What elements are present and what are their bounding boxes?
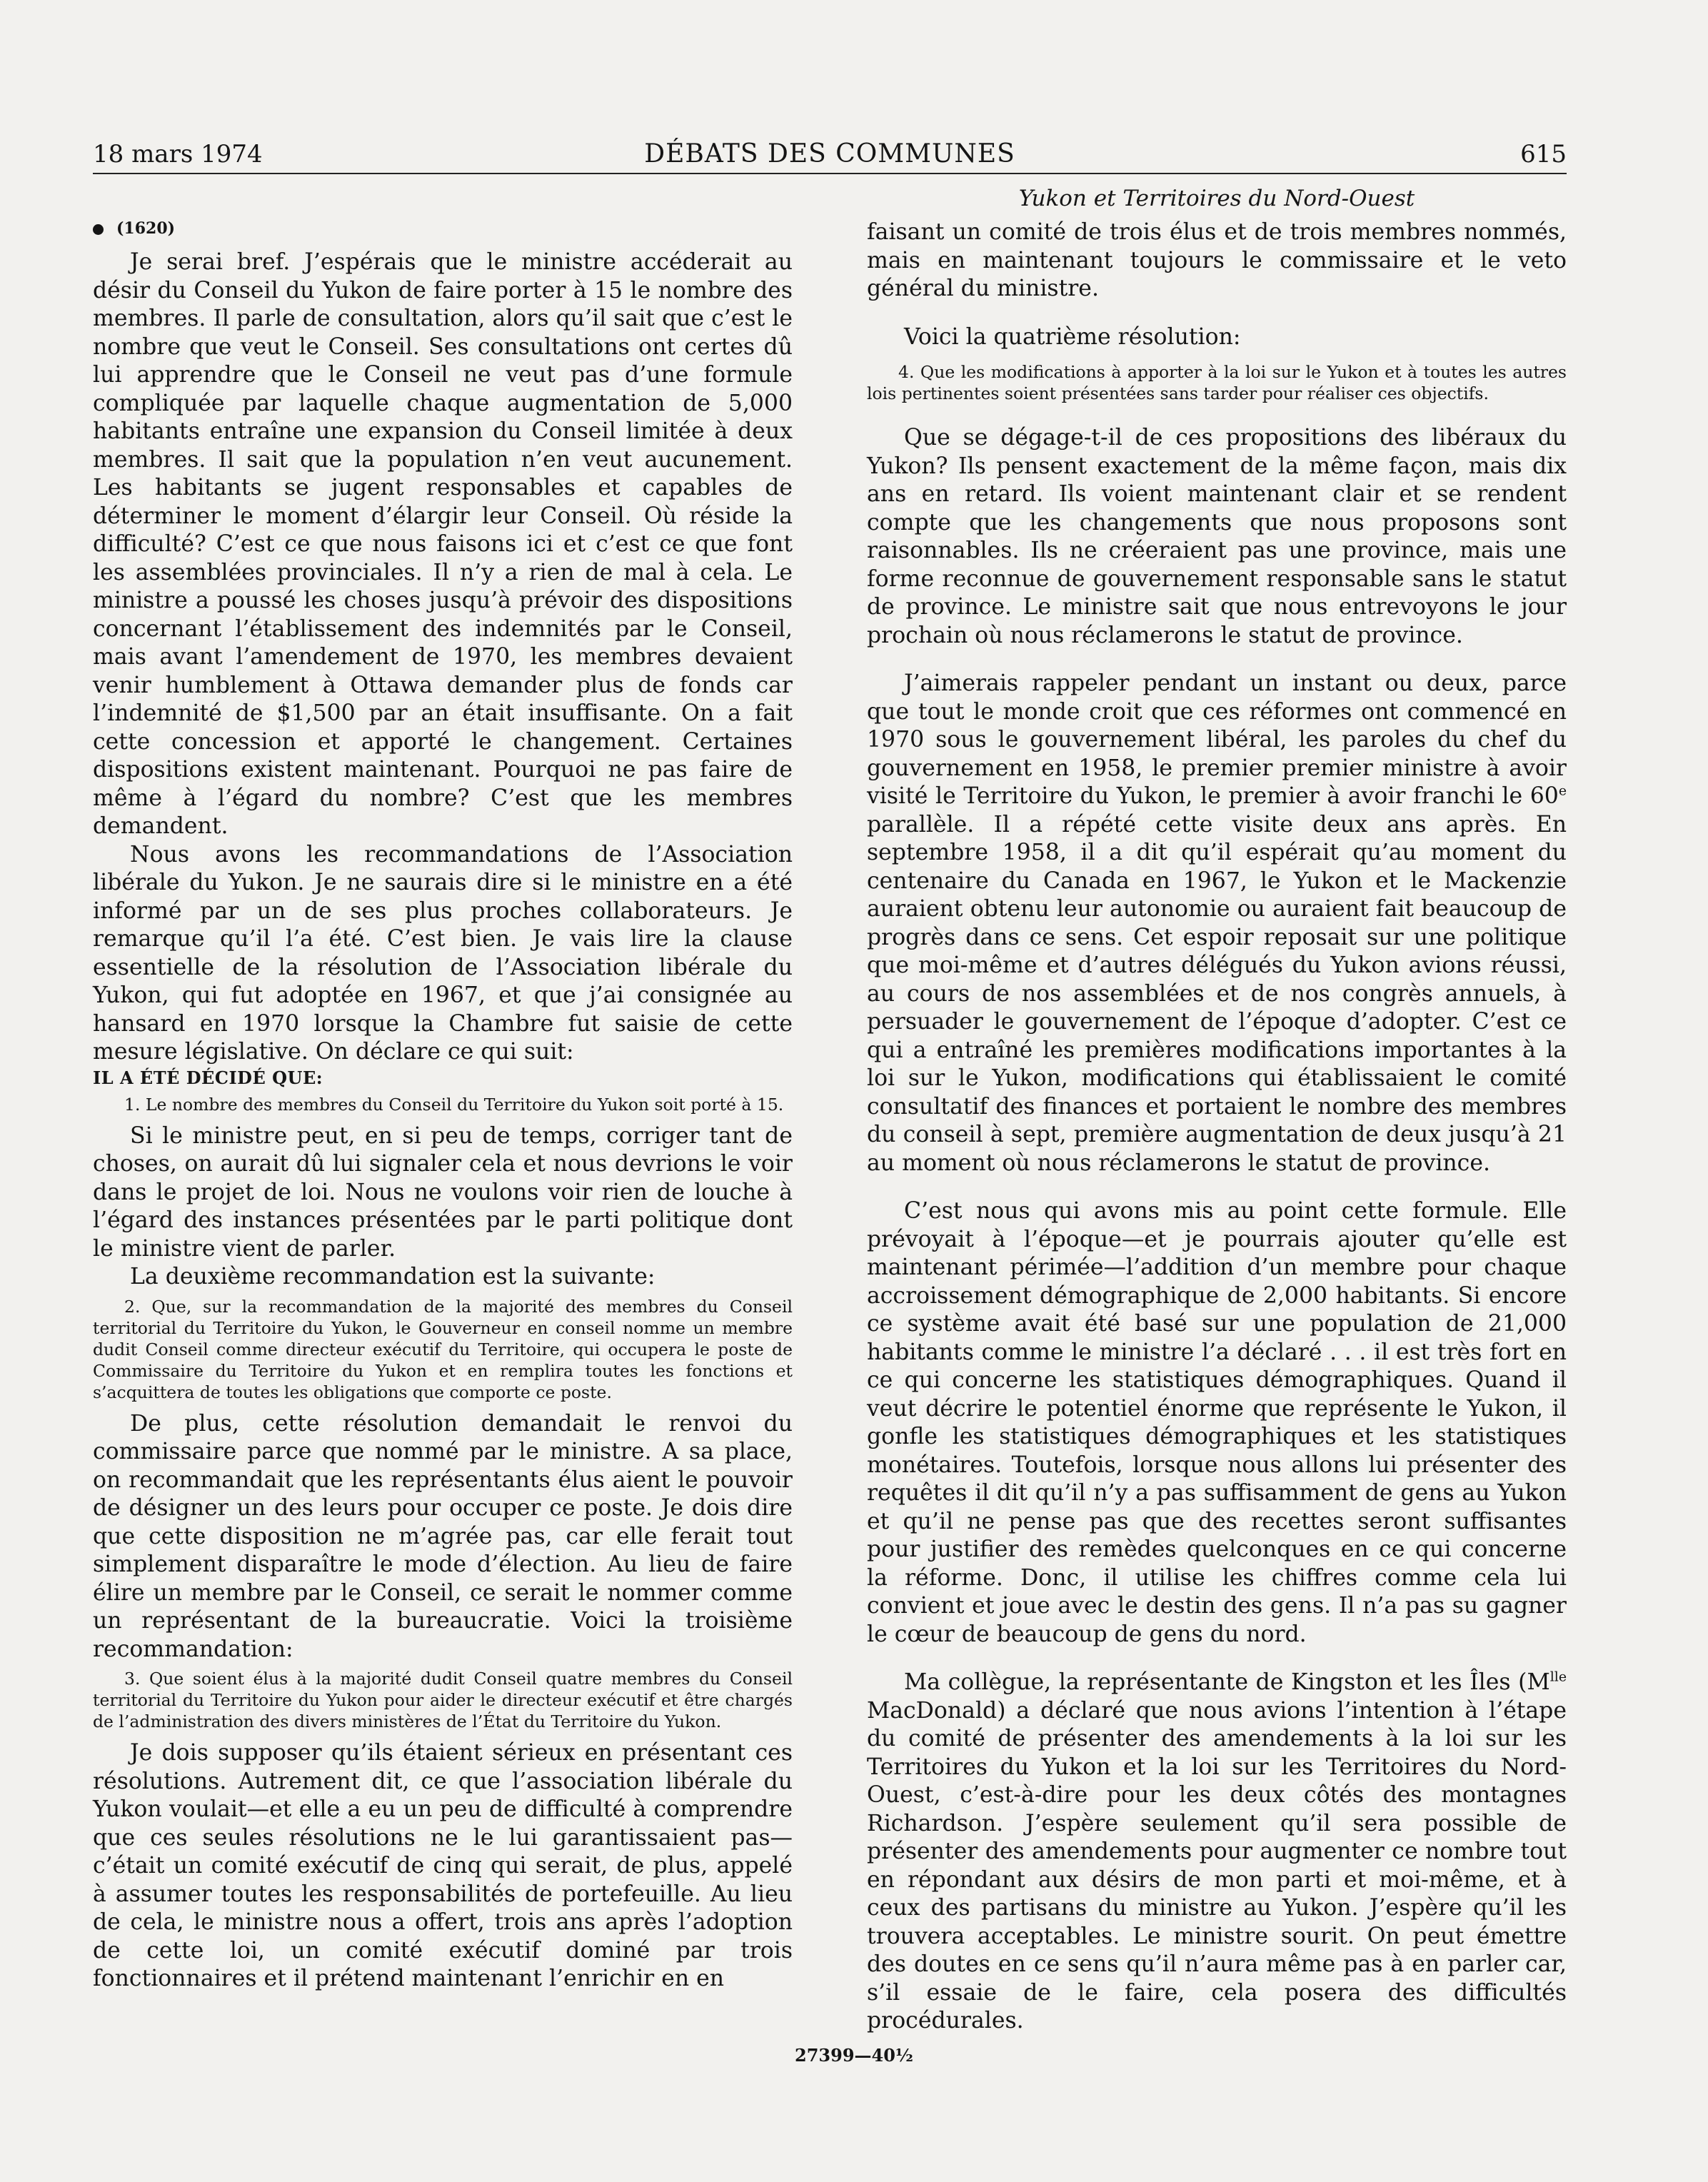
paragraph: Je dois supposer qu’ils étaient sérieux en présentant ces résolutions. Autrement dit, ce que l’association libérale du Yukon voulait—et elle a eu un peu de difficulté à comprendre que ces seules résolutions ne le lui garantissaient pas—c’était un comité exécutif de cinq qui serait, de plus, appelé à assumer toutes les responsabilités de portefeuille. Au lieu de cela, le ministre nous a offert, trois ans après l’adoption de cette loi, un comité exécutif dominé par trois fonctionnaires et il prétend maintenant l’enrichir en en: [93, 1740, 793, 1991]
paragraph: Que se dégage-t-il de ces propositions des libéraux du Yukon? Ils pensent exactement de la même façon, mais dix ans en retard. Ils voient maintenant clair et se rendent compte que les changements que nous proposons sont raisonnables. Ils ne créeraient pas une province, mais une forme reconnue de gouvernement responsable sans le statut de province. Le ministre sait que nous entrevoyons le jour prochain où nous réclamerons le statut de province.: [867, 425, 1567, 648]
quoted-resolution: 1. Le nombre des membres du Conseil du Territoire du Yukon soit porté à 15.: [124, 1094, 784, 1115]
time-marker-text: (1620): [116, 219, 176, 238]
paragraph: Nous avons les recommandations de l’Association libérale du Yukon. Je ne saurais dire si le ministre en a été informé par un de ses plus proches collaborateurs. Je remarque qu’il l’a été. C’est bien. Je vais lire la clause essentielle de la résolution de l’Association libérale du Yukon, qui fut adoptée en 1967, et que j’ai consignée au hansard en 1970 lorsque la Chambre fut saisie de cette mesure législative. On déclare ce qui suit:: [93, 841, 793, 1065]
left-column: [93, 214, 793, 1994]
paragraph: Je serai bref. J’espérais que le ministre accéderait au désir du Conseil du Yukon de faire porter à 15 le nombre des membres. Il parle de consultation, alors qu’il sait que c’est le nombre que veut le Conseil. Ses consultations ont certes dû lui apprendre que le Conseil ne veut pas d’une formule compliquée par laquelle chaque augmentation de 5,000 habitants entraîne une expansion du Conseil limitée à deux membres. Il sait que la population n’en veut aucunement. Les habitants se jugent responsables et capables de déterminer le moment d’élargir leur Conseil. Où réside la difficulté? C’est ce que nous faisons ici et c’est ce que font les assemblées provinciales. Il n’y a rien de mal à cela. Le ministre a poussé les choses jusqu’à prévoir des dispositions concernant l’établissement des indemnités par le Conseil, mais avant l’amendement de 1970, les membres devaient venir humblement à Ottawa demander plus de fonds car l’indemnité de $1,500 par an était insuffisante. On a fait cette concession et apporté le changement. Certaines dispositions existent maintenant. Pourquoi ne pas faire de même à l’égard du nombre? C’est que les membres demandent.: [93, 249, 793, 839]
paragraph-text: MacDonald) a déclaré que nous avions l’intention à l’étape du comité de présenter des amendements à la loi sur les Territoires du Yukon et la loi sur les Territoires du Nord-Ouest, c’est-à-dire pour les deux côtés des montagnes Richardson. J’espère seulement qu’il sera possible de présenter des amendements pour augmenter ce nombre tout en répondant aux désirs de mon parti et moi-même, et à ceux des partisans du ministre au Yukon. J’espère qu’il les trouvera acceptables. Le ministre sourit. On peut émettre des doutes en ce sens qu’il n’aura même pas à en parler car, s’il essaie de le faire, cela posera des difficultés procédurales.: [867, 1697, 1567, 2033]
quoted-resolution: 2. Que, sur la recommandation de la majorité des membres du Conseil territorial du Territoire du Yukon, le Gouverneur en conseil nomme un membre dudit Conseil comme directeur exécutif du Territoire, qui occupera le poste de Commissaire du Territoire du Yukon et en remplira toutes les fonctions et s’acquittera de toutes les obligations que comporte ce poste.: [93, 1296, 793, 1402]
paragraph-text: parallèle. Il a répété cette visite deux ans après. En septembre 1958, il a dit qu’il espérait qu’au moment du centenaire du Canada en 1967, le Yukon et le Mackenzie auraient obtenu leur autonomie ou auraient fait beaucoup de progrès dans ce sens. Cet espoir reposait sur une politique que moi-même et d’autres délégués du Yukon avions réussi, au cours de nos assemblées et de nos congrès annuels, à persuader le gouvernement de l’époque d’adopter. C’est ce qui a entraîné les premières modifications importantes à la loi sur le Yukon, modifications qui établissaient le comité consultatif des finances et portaient le nombre des membres du conseil à sept, première augmentation de deux jusqu’à 21 au moment où nous réclamerons le statut de province.: [867, 811, 1567, 1176]
paragraph: De plus, cette résolution demandait le renvoi du commissaire parce que nommé par le ministre. A sa place, on recommandait que les représentants élus aient le pouvoir de désigner un des leurs pour occuper ce poste. Je dois dire que cette disposition ne m’agrée pas, car elle ferait tout simplement disparaître le mode d’élection. Au lieu de faire élire un membre par le Conseil, ce serait le nommer comme un représentant de la bureaucratie. Voici la troisième recommandation:: [93, 1410, 793, 1662]
section-subheader: Yukon et Territoires du Nord-Ouest: [1018, 186, 1415, 211]
superscript: lle: [1549, 1669, 1567, 1685]
page-number: 615: [1520, 140, 1567, 169]
header-title: DÉBATS DES COMMUNES: [644, 139, 1015, 169]
paragraph-text: J’aimerais rappeler pendant un instant ou deux, parce que tout le monde croit que ces réformes ont commencé en 1970 sous le gouvernement libéral, les paroles du chef du gouvernement en 1958, le premier premier ministre à avoir visité le Territoire du Yukon, le premier à avoir franchi le 60: [867, 670, 1567, 809]
time-marker: [93, 214, 793, 243]
paragraph: faisant un comité de trois élus et de trois membres nommés, mais en maintenant toujours le commissaire et le veto général du ministre.: [867, 219, 1567, 301]
header-date: 18 mars 1974: [93, 140, 263, 169]
quoted-resolution: 4. Que les modifications à apporter à la loi sur le Yukon et à toutes les autres lois pertinentes soient présentées sans tarder pour réaliser ces objectifs.: [867, 362, 1567, 403]
page-header: [93, 133, 1567, 174]
paragraph: [867, 1669, 1567, 2036]
bullet-icon: [93, 224, 104, 235]
paragraph-text: Ma collègue, la représentante de Kingston et les Îles (M: [904, 1669, 1550, 1695]
right-column: [867, 218, 1567, 2036]
paragraph: [867, 670, 1567, 1177]
superscript: e: [1558, 783, 1567, 799]
paragraph: La deuxième recommandation est la suivante:: [130, 1264, 655, 1289]
quoted-resolution: 3. Que soient élus à la majorité dudit Conseil quatre membres du Conseil territorial du Territoire du Yukon pour aider le directeur exécutif et être chargés de l’administration des divers ministères de l’État du Territoire du Yukon.: [93, 1669, 793, 1731]
footer-code: 27399—40½: [795, 2045, 913, 2066]
paragraph: Si le ministre peut, en si peu de temps, corriger tant de choses, on aurait dû lui signaler cela et nous devrions le voir dans le projet de loi. Nous ne voulons voir rien de louche à l’égard des instances présentées par le parti politique dont le ministre vient de parler.: [93, 1122, 793, 1262]
resolution-heading: IL A ÉTÉ DÉCIDÉ QUE:: [93, 1067, 323, 1088]
paragraph: Voici la quatrième résolution:: [904, 323, 1241, 350]
paragraph: C’est nous qui avons mis au point cette formule. Elle prévoyait à l’époque—et je pourrais ajouter qu’elle est maintenant périmée—l’addition d’un membre pour chaque accroissement démographique de 2,000 habitants. Si encore ce système avait été basé sur une population de 21,000 habitants comme le ministre l’a déclaré . . . il est très fort en ce qui concerne les statistiques démographiques. Quand il veut décrire le potentiel énorme que représente le Yukon, il gonfle les statistiques démographiques et les statistiques monétaires. Toutefois, lorsque nous allons lui présenter des requêtes il dit qu’il n’y a pas suffisamment de gens au Yukon et qu’il ne pense pas que des recettes seront suffisantes pour justifier des remèdes quelconques en ce qui concerne la réforme. Donc, il utilise les chiffres comme cela lui convient et joue avec le destin des gens. Il n’a pas su gagner le cœur de beaucoup de gens du nord.: [867, 1198, 1567, 1647]
